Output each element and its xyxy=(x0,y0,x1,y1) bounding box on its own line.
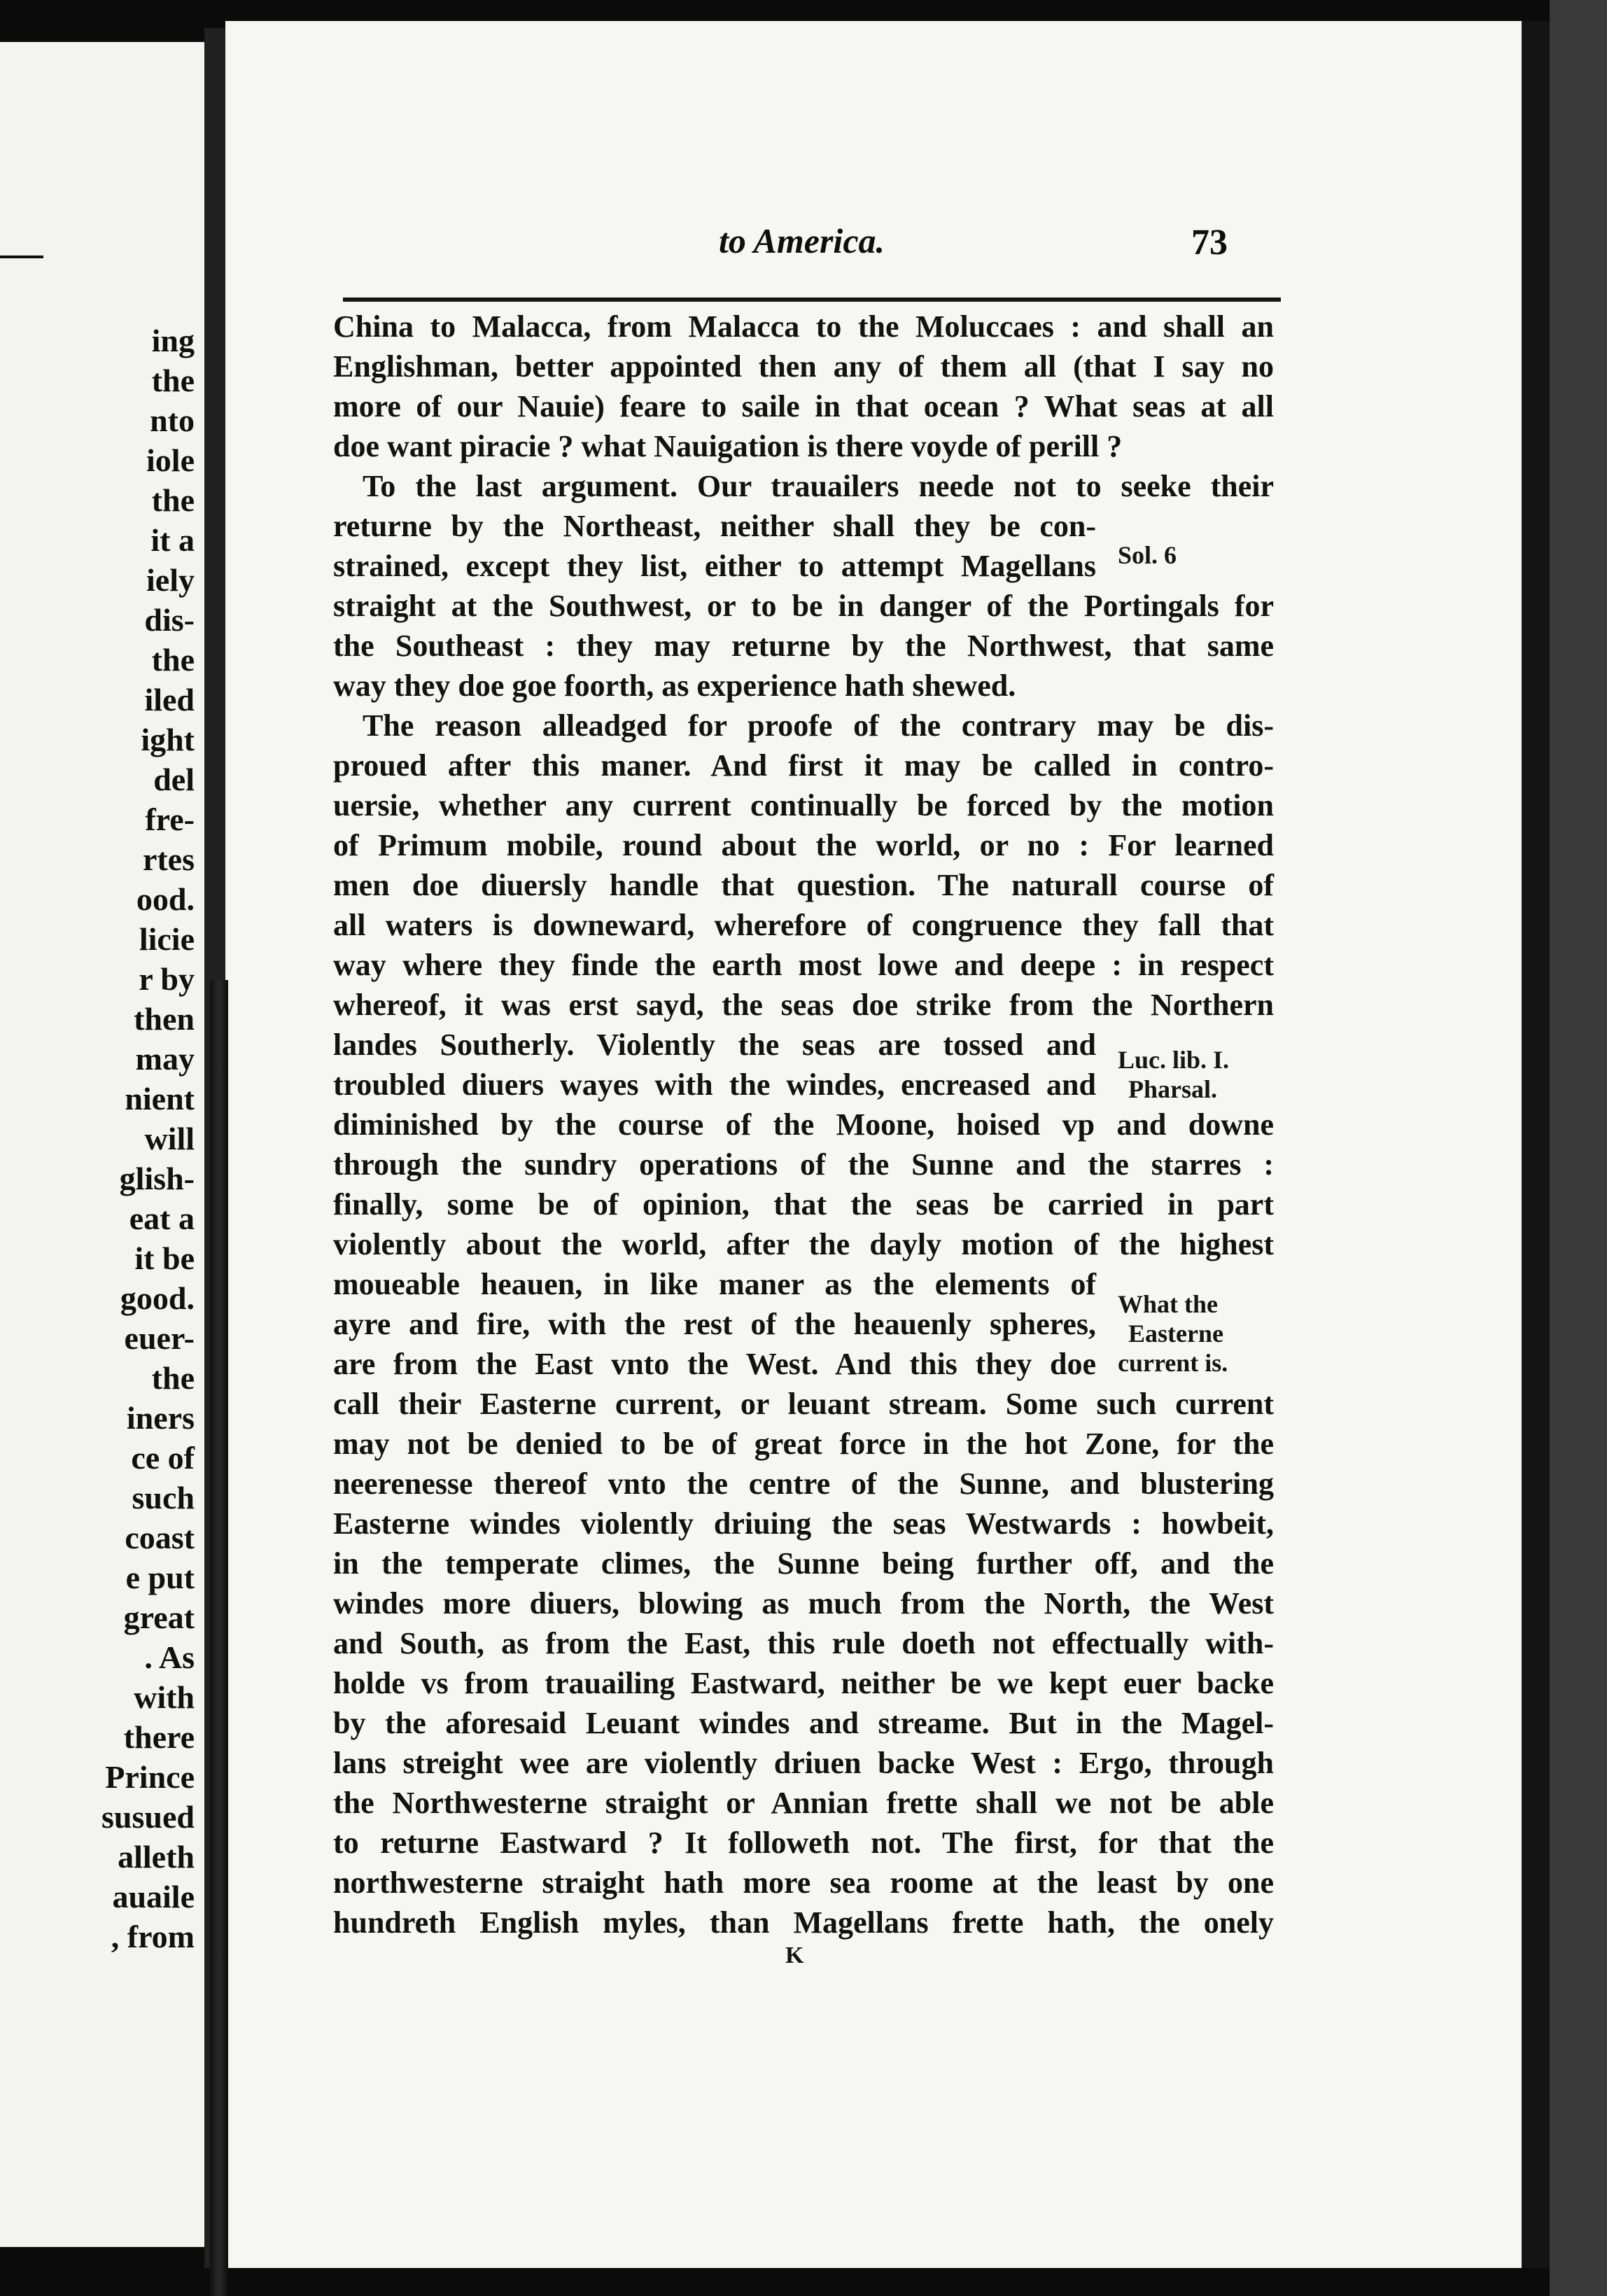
body-text-line: moueable heauen, in like maner as the elements of xyxy=(333,1267,1096,1301)
header-rule xyxy=(343,298,1281,302)
left-page-fragment xyxy=(0,42,209,2247)
left-page-fragment-line: great xyxy=(123,1600,195,1635)
left-page-fragment-line: dis- xyxy=(144,602,195,638)
left-page-fragment-line: . As xyxy=(144,1639,195,1675)
book-cover-edge xyxy=(1550,0,1607,2296)
body-text-line: violently about the world, after the dayly motion of the highest xyxy=(333,1227,1274,1261)
body-text-line: whereof, it was erst sayd, the seas doe strike from the Northern xyxy=(333,988,1274,1022)
left-page-fragment-line: euer- xyxy=(124,1320,195,1356)
body-text-line: call their Easterne current, or leuant stream. Some such current xyxy=(333,1387,1274,1421)
left-page-fragment-line: iely xyxy=(146,562,195,598)
body-text-line: northwesterne straight hath more sea roome at the least by one xyxy=(333,1865,1274,1900)
body-text-line: doe want piracie ? what Nauigation is there voyde of perill ? xyxy=(333,429,1123,463)
body-text-line: lans streight wee are violently driuen backe West : Ergo, through xyxy=(333,1746,1274,1780)
left-page-fragment-line: may xyxy=(135,1041,195,1077)
left-page-fragment-line: ight xyxy=(141,722,195,757)
body-text-line: may not be denied to be of great force in the hot Zone, for the xyxy=(333,1427,1274,1461)
page-edge-shadow xyxy=(1522,21,1550,2268)
left-page-fragment-line: will xyxy=(144,1121,195,1156)
body-text-line: way where they finde the earth most lowe and deepe : in respect xyxy=(333,948,1274,982)
body-text-line: the Southeast : they may returne by the Northwest, that same xyxy=(333,629,1274,663)
body-text-line: strained, except they list, either to attempt Magellans xyxy=(333,549,1096,583)
page-number: 73 xyxy=(1191,223,1228,262)
left-page-fragment-line: del xyxy=(153,762,195,797)
body-text-line: are from the East vnto the West. And this they doe xyxy=(333,1347,1096,1381)
left-page-fragment-line: the xyxy=(151,482,195,518)
body-text-line: the Northwesterne straight or Annian frette shall we not be able xyxy=(333,1786,1274,1820)
left-page-fragment-line: with xyxy=(134,1679,195,1715)
body-text-line: The reason alleadged for proofe of the contrary may be dis- xyxy=(363,708,1274,743)
body-text-line: straight at the Southwest, or to be in danger of the Portingals for xyxy=(333,589,1274,623)
left-page-fragment-line: then xyxy=(134,1001,195,1037)
body-text-line: To the last argument. Our trauailers neede not to seeke their xyxy=(363,469,1274,503)
left-page-rule xyxy=(0,255,43,258)
body-text-line: returne by the Northeast, neither shall they be con- xyxy=(333,509,1096,543)
body-text-line: Easterne windes violently driuing the seas Westwards : howbeit, xyxy=(333,1506,1274,1541)
body-text-line: men doe diuersly handle that question. The naturall course of xyxy=(333,868,1274,902)
body-text-line: by the aforesaid Leuant windes and streame. But in the Magel- xyxy=(333,1706,1274,1740)
left-page-fragment-line: eat a xyxy=(129,1200,195,1236)
body-text-line: more of our Nauie) feare to saile in that ocean ? What seas at all xyxy=(333,389,1274,424)
body-text-line: troubled diuers wayes with the windes, encreased and xyxy=(333,1068,1096,1102)
body-text-line: Englishman, better appointed then any of them all (that I say no xyxy=(333,349,1274,384)
body-text-line: ayre and fire, with the rest of the heauenly spheres, xyxy=(333,1307,1096,1341)
page-header xyxy=(225,214,1522,270)
body-text-line: China to Malacca, from Malacca to the Moluccaes : and shall an xyxy=(333,309,1274,344)
left-page-fragment-line: Prince xyxy=(105,1759,195,1795)
left-page-fragment-line: the xyxy=(151,1360,195,1396)
left-page-fragment-line: ood. xyxy=(136,881,195,917)
left-page-fragment-line: such xyxy=(132,1480,195,1516)
body-text-line: hundreth English myles, than Magellans frette hath, the onely xyxy=(333,1905,1274,1940)
margin-note-what-the: What the xyxy=(1118,1290,1218,1318)
left-page-fragment-line: it a xyxy=(150,522,195,558)
body-text-line: landes Southerly. Violently the seas are tossed and xyxy=(333,1028,1096,1062)
body-text-line: through the sundry operations of the Sunne and the starres : xyxy=(333,1147,1274,1182)
left-page-fragment-line: iole xyxy=(146,442,195,478)
body-text-line: uersie, whether any current continually be forced by the motion xyxy=(333,788,1274,822)
body-text-line: all waters is downeward, wherefore of congruence they fall that xyxy=(333,908,1274,942)
left-page-fragment-line: , from xyxy=(111,1919,195,1954)
left-page-fragment-line: the xyxy=(151,363,195,398)
left-page-fragment-line: susued xyxy=(101,1799,195,1835)
body-text-line: windes more diuers, blowing as much from the North, the West xyxy=(333,1586,1274,1620)
body-text-line: proued after this maner. And first it may be called in contro- xyxy=(333,748,1274,783)
left-page-fragment-line: ce of xyxy=(131,1440,195,1476)
left-page-fragment-line: good. xyxy=(120,1280,195,1316)
left-page-fragment-line: iners xyxy=(126,1400,195,1436)
left-page-fragment-line: coast xyxy=(125,1520,195,1555)
margin-note-sol: Sol. 6 xyxy=(1118,541,1177,569)
body-text-line: and South, as from the East, this rule doeth not effectually with- xyxy=(333,1626,1274,1660)
right-page xyxy=(225,21,1522,2268)
left-page-fragment-line: r by xyxy=(139,961,195,997)
left-page-fragment-line: nient xyxy=(125,1081,195,1116)
margin-note-pharsal: Pharsal. xyxy=(1128,1075,1218,1103)
body-text-line: holde vs from trauailing Eastward, neither be we kept euer backe xyxy=(333,1666,1274,1700)
body-text-line: diminished by the course of the Moone, hoised vp and downe xyxy=(333,1107,1274,1142)
left-page-fragment-line: nto xyxy=(150,402,195,438)
margin-note-current-is: current is. xyxy=(1118,1349,1228,1377)
body-text-line: neerenesse thereof vnto the centre of the Sunne, and blustering xyxy=(333,1466,1274,1501)
left-page-fragment-line: fre- xyxy=(145,802,195,837)
body-text-line: way they doe goe foorth, as experience hath shewed. xyxy=(333,668,1016,703)
running-head: to America. xyxy=(719,221,885,260)
body-text-line: of Primum mobile, round about the world, or no : For learned xyxy=(333,828,1274,862)
margin-note-easterne: Easterne xyxy=(1128,1320,1223,1348)
left-page-fragment-line: ing xyxy=(151,323,195,358)
left-page-fragment-line: there xyxy=(123,1719,195,1755)
left-page-fragment-line: glish- xyxy=(119,1161,195,1196)
signature-mark: K xyxy=(785,1942,804,1968)
body-text-line: finally, some be of opinion, that the seas be carried in part xyxy=(333,1187,1274,1222)
spine-shadow xyxy=(210,980,228,2296)
left-page-fragment-line: e put xyxy=(125,1560,195,1595)
body-text-line: in the temperate climes, the Sunne being further off, and the xyxy=(333,1546,1274,1581)
left-page-fragment-line: alleth xyxy=(118,1839,195,1875)
left-page-fragment-line: rtes xyxy=(142,841,195,877)
body-text-line: to returne Eastward ? It followeth not. The first, for that the xyxy=(333,1826,1274,1860)
margin-note-luc: Luc. lib. I. xyxy=(1118,1046,1230,1074)
left-page-fragment-line: iled xyxy=(144,682,195,718)
left-page-fragment-line: auaile xyxy=(112,1879,195,1914)
left-page-fragment-line: the xyxy=(151,642,195,678)
left-page-fragment-line: licie xyxy=(139,921,195,957)
left-page-fragment-line: it be xyxy=(134,1240,195,1276)
